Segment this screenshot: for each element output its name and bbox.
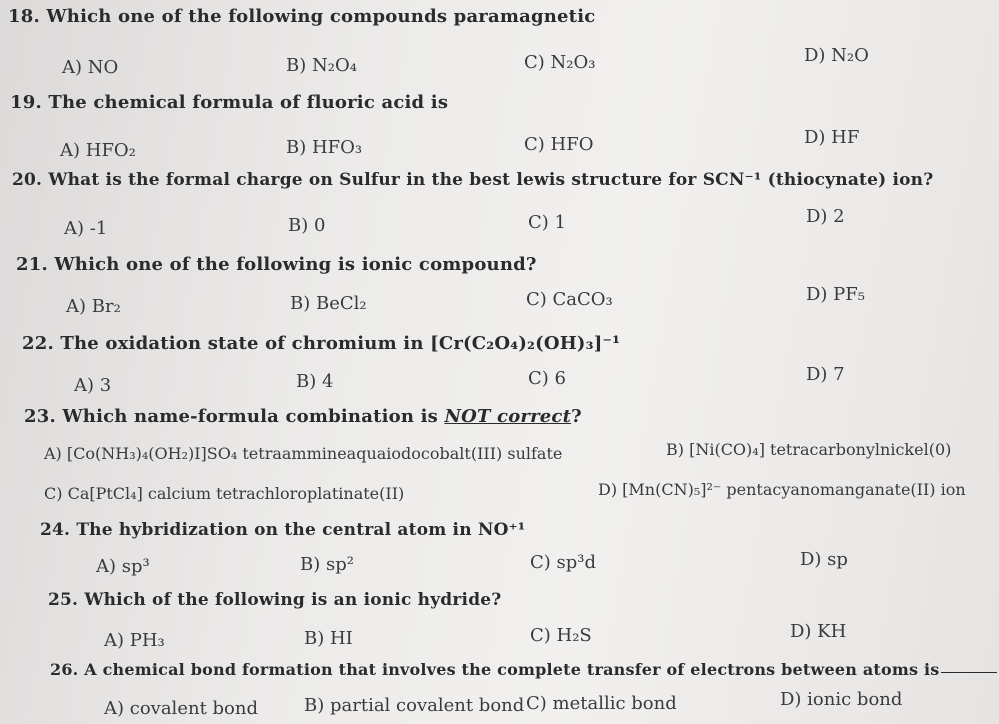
option-c: C) Ca[PtCl₄] calcium tetrachloroplatinate(II) xyxy=(44,484,405,503)
question-text: What is the formal charge on Sulfur in the best lewis structure for SCN⁻¹ (thiocynate) ion? xyxy=(48,170,934,190)
question-21 xyxy=(16,254,537,275)
question-emphasis: NOT correct xyxy=(444,406,572,427)
option-d: D) HF xyxy=(804,127,860,148)
option-c: C) metallic bond xyxy=(526,693,677,714)
option-c: C) N₂O₃ xyxy=(524,52,596,73)
question-19 xyxy=(10,92,448,113)
question-text: Which one of the following is ionic compound? xyxy=(54,254,537,275)
question-number: 22. xyxy=(22,333,54,354)
question-text: Which one of the following compounds paramagnetic xyxy=(46,6,596,27)
option-a: A) PH₃ xyxy=(104,630,165,651)
option-c: C) 1 xyxy=(528,212,566,233)
option-d: D) [Mn(CN)₅]²⁻ pentacyanomanganate(II) ion xyxy=(598,480,966,499)
option-a: A) HFO₂ xyxy=(60,140,136,161)
question-24 xyxy=(40,520,525,540)
option-b: B) BeCl₂ xyxy=(290,293,367,314)
option-b: B) 0 xyxy=(288,215,326,236)
question-text: The oxidation state of chromium in [Cr(C₂O₄)₂(OH)₃]⁻¹ xyxy=(60,333,621,354)
option-d: D) sp xyxy=(800,549,848,570)
question-text: The hybridization on the central atom in NO⁺¹ xyxy=(76,520,526,540)
question-25 xyxy=(48,590,501,610)
option-c: C) H₂S xyxy=(530,625,592,646)
option-c: C) 6 xyxy=(528,368,566,389)
question-22 xyxy=(22,333,620,354)
option-a: A) [Co(NH₃)₄(OH₂)I]SO₄ tetraamminеaquaiodocobalt(III) sulfate xyxy=(44,444,563,463)
question-text: Which name-formula combination is xyxy=(62,406,438,427)
question-18 xyxy=(8,6,595,27)
option-b: B) HI xyxy=(304,628,353,649)
question-number: 23. xyxy=(24,406,56,427)
question-20 xyxy=(12,170,933,190)
option-b: B) [Ni(CO)₄] tetracarbonylnickel(0) xyxy=(666,440,952,459)
question-text: Which of the following is an ionic hydride? xyxy=(84,590,502,610)
option-d: D) 2 xyxy=(806,206,845,227)
question-mark: ? xyxy=(571,406,582,427)
question-text: A chemical bond formation that involves the complete transfer of electrons between atoms is xyxy=(84,660,940,679)
option-a: A) 3 xyxy=(74,375,112,396)
option-a: A) -1 xyxy=(64,218,108,239)
question-23 xyxy=(24,406,582,427)
question-number: 20. xyxy=(12,170,43,190)
question-number: 25. xyxy=(48,590,79,610)
option-c: C) HFO xyxy=(524,134,594,155)
option-b: B) 4 xyxy=(296,371,334,392)
question-26 xyxy=(50,660,997,679)
question-number: 26. xyxy=(50,660,79,679)
option-a: A) sp³ xyxy=(96,556,150,577)
question-number: 19. xyxy=(10,92,42,113)
question-number: 24. xyxy=(40,520,71,540)
option-c: C) CaCO₃ xyxy=(526,289,613,310)
option-a: A) NO xyxy=(62,57,119,78)
option-a: A) covalent bond xyxy=(104,698,258,719)
option-b: B) partial covalent bond xyxy=(304,695,525,716)
option-c: C) sp³d xyxy=(530,552,597,573)
option-b: B) HFO₃ xyxy=(286,137,363,158)
option-d: D) 7 xyxy=(806,364,845,385)
answer-blank xyxy=(941,672,997,673)
question-number: 21. xyxy=(16,254,48,275)
question-text: The chemical formula of fluoric acid is xyxy=(48,92,449,113)
option-d: D) ionic bond xyxy=(780,689,903,710)
option-d: D) PF₅ xyxy=(806,284,865,305)
option-b: B) sp² xyxy=(300,554,354,575)
option-a: A) Br₂ xyxy=(66,296,121,317)
question-number: 18. xyxy=(8,6,40,27)
option-d: D) N₂O xyxy=(804,45,869,66)
option-b: B) N₂O₄ xyxy=(286,55,357,76)
option-d: D) KH xyxy=(790,621,847,642)
